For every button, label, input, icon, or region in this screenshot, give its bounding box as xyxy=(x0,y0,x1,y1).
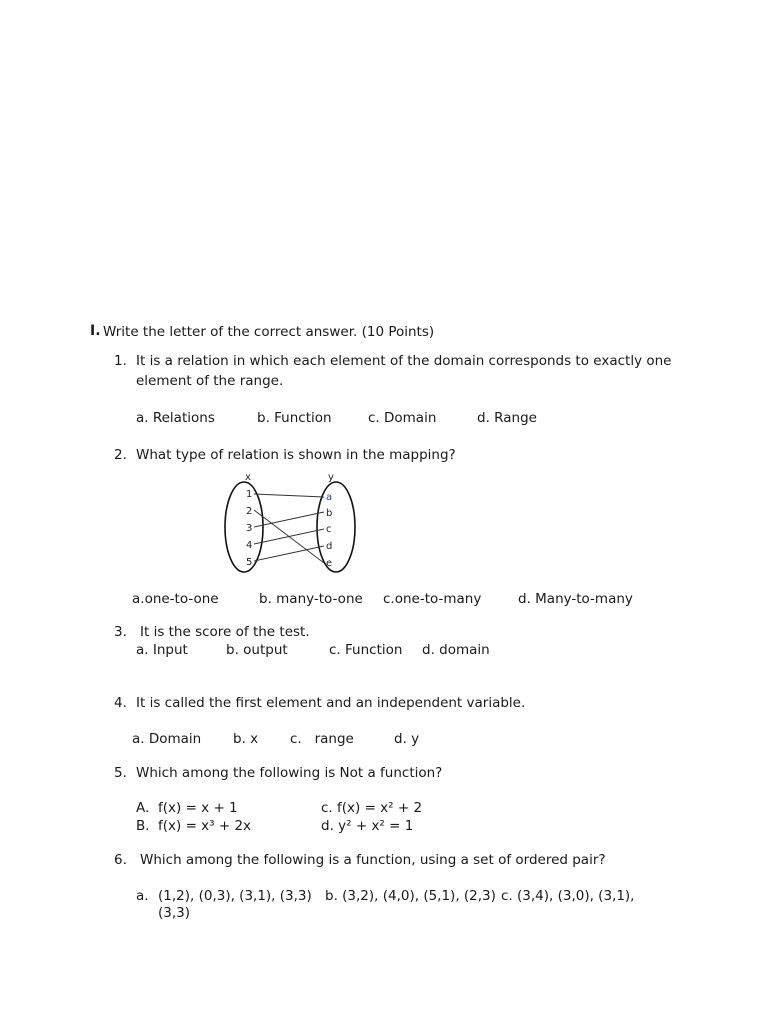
option-c: c. (3,4), (3,0), (3,1), xyxy=(501,888,635,904)
question-number: 1. xyxy=(114,353,127,369)
option-a-label: A. xyxy=(136,800,150,816)
option-a-continued: (3,3) xyxy=(158,905,191,921)
mapping-arrow xyxy=(254,494,324,497)
question-text-continued: element of the range. xyxy=(136,373,284,389)
question-text: It is the score of the test. xyxy=(140,624,310,640)
option-a: f(x) = x + 1 xyxy=(158,800,238,816)
option-b: b. (3,2), (4,0), (5,1), (2,3) xyxy=(325,888,496,904)
option-b: b. Function xyxy=(257,410,332,426)
range-element: c xyxy=(326,524,332,535)
question-text: What type of relation is shown in the mapping? xyxy=(136,447,456,463)
range-element: d xyxy=(326,541,333,552)
option-a-label: a. xyxy=(136,888,149,904)
option-c: c.one-to-many xyxy=(383,591,482,607)
domain-element: 4 xyxy=(246,540,253,551)
question-text: It is called the first element and an independent variable. xyxy=(136,695,526,711)
range-element: a xyxy=(326,492,333,503)
option-b: b. x xyxy=(233,731,259,747)
option-c: c. Domain xyxy=(368,410,437,426)
mapping-arrow xyxy=(254,512,324,527)
domain-element: 1 xyxy=(246,489,253,500)
option-d: d. Range xyxy=(477,410,537,426)
option-a: a. Domain xyxy=(132,731,202,747)
option-c: c. f(x) = x² + 2 xyxy=(321,800,423,816)
domain-element: 5 xyxy=(246,557,253,568)
option-d: d. y² + x² = 1 xyxy=(321,818,414,834)
range-ellipse xyxy=(317,482,355,572)
section-instruction: Write the letter of the correct answer. (10 Points) xyxy=(103,324,435,340)
option-a: (1,2), (0,3), (3,1), (3,3) xyxy=(158,888,312,904)
option-a: a.one-to-one xyxy=(132,591,219,607)
option-b-label: B. xyxy=(136,818,150,834)
mapping-arrow xyxy=(254,529,324,544)
section-number: I. xyxy=(90,323,101,339)
y-label: y xyxy=(328,472,334,483)
option-c: c. Function xyxy=(329,642,403,658)
range-element: b xyxy=(326,508,333,519)
question-number: 4. xyxy=(114,695,127,711)
question-number: 6. xyxy=(114,852,127,868)
option-a: a. Input xyxy=(136,642,188,658)
question-number: 3. xyxy=(114,624,127,640)
option-b: b. output xyxy=(226,642,288,658)
option-b: f(x) = x³ + 2x xyxy=(158,818,252,834)
option-d: d. y xyxy=(394,731,420,747)
option-c: c. range xyxy=(290,731,354,747)
domain-ellipse xyxy=(225,482,263,572)
question-text: Which among the following is a function, using a set of ordered pair? xyxy=(140,852,606,868)
option-d: d. Many-to-many xyxy=(518,591,633,607)
domain-element: 2 xyxy=(246,506,253,517)
mapping-diagram xyxy=(220,470,360,576)
mapping-arrow xyxy=(254,546,324,561)
option-a: a. Relations xyxy=(136,410,215,426)
question-number: 2. xyxy=(114,447,127,463)
option-b: b. many-to-one xyxy=(259,591,363,607)
question-text: It is a relation in which each element of the domain corresponds to exactly one xyxy=(136,353,672,369)
option-d: d. domain xyxy=(422,642,490,658)
domain-element: 3 xyxy=(246,523,253,534)
x-label: x xyxy=(245,472,251,483)
question-text: Which among the following is Not a function? xyxy=(136,765,443,781)
question-number: 5. xyxy=(114,765,127,781)
range-element: e xyxy=(326,558,333,569)
